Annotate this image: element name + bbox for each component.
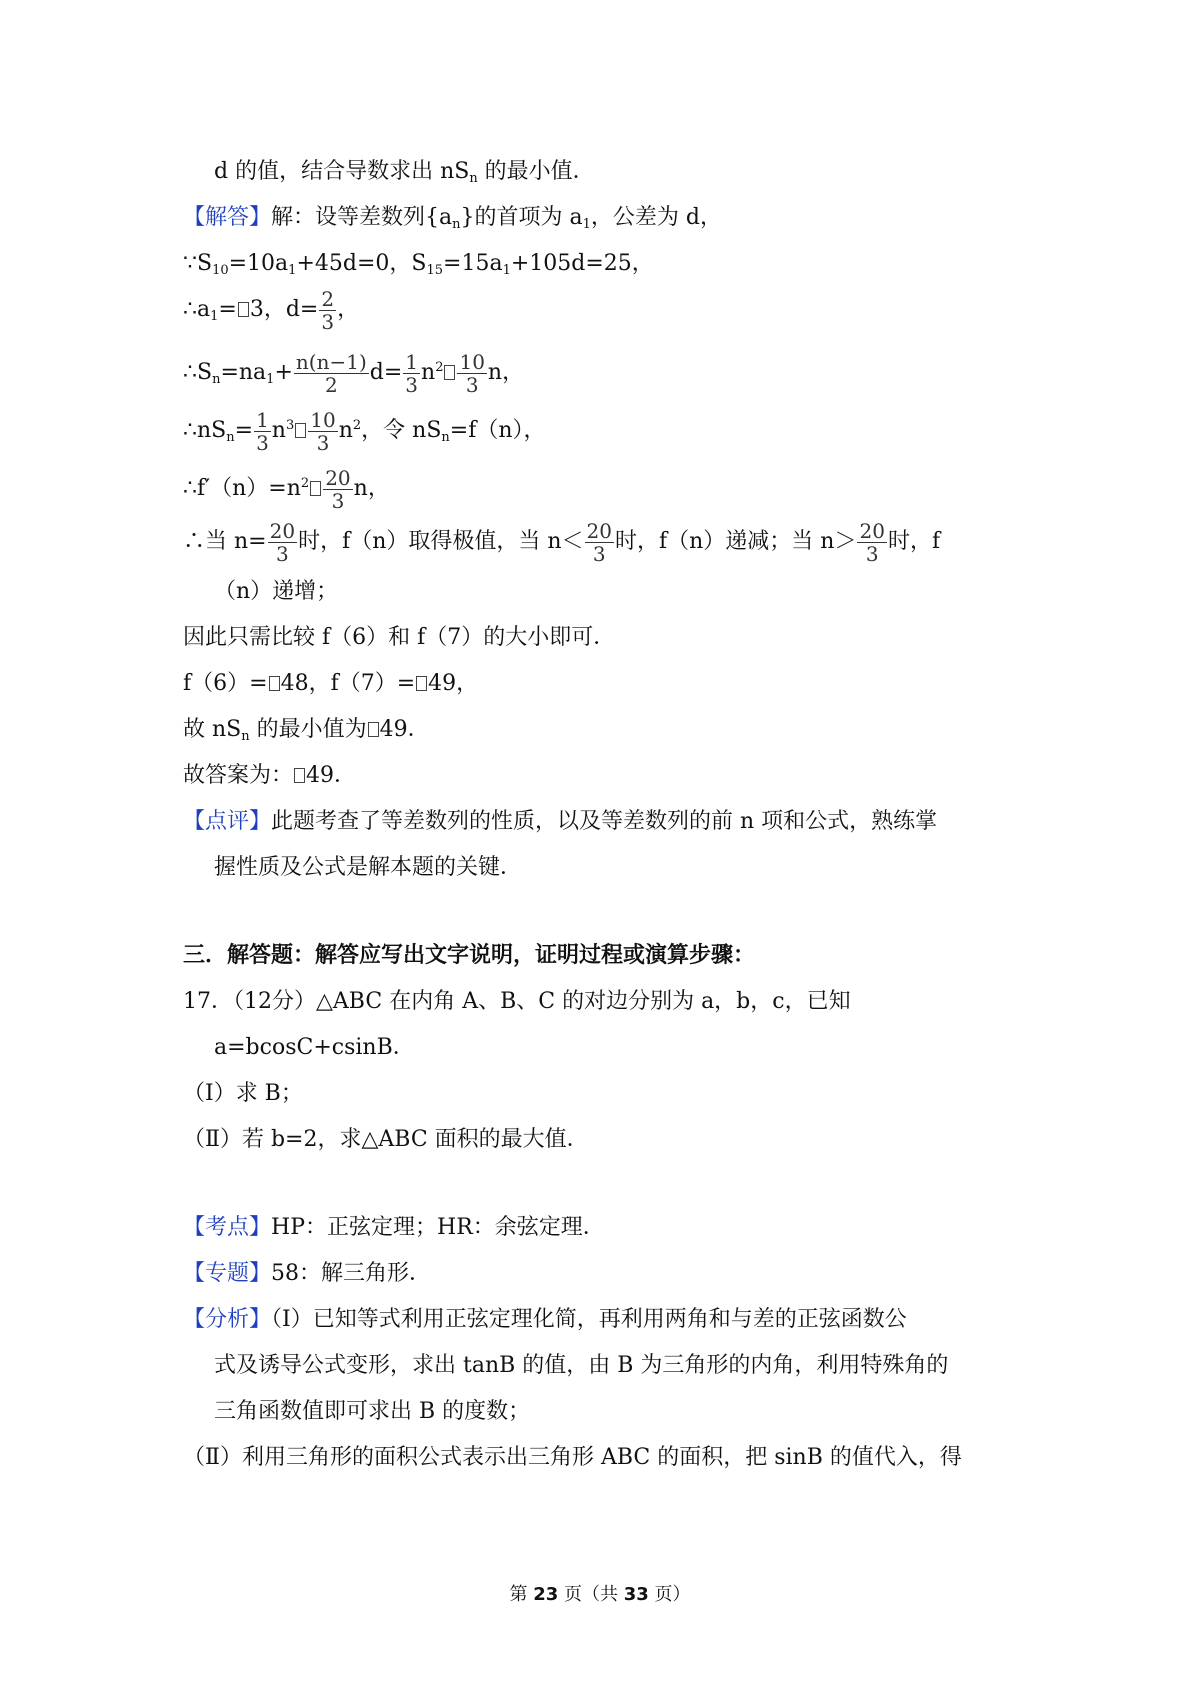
text-line: 式及诱导公式变形，求出 tanB 的值，由 B 为三角形的内角，利用特殊角的 [214, 1353, 949, 1378]
text: 时，f [887, 529, 941, 554]
text: 49， [428, 671, 479, 696]
numerator: 20 [269, 518, 296, 543]
text: + [274, 360, 293, 385]
numerator: 10 [310, 407, 336, 432]
text: 49． [379, 717, 430, 742]
fraction [308, 409, 337, 454]
missing-glyph-icon [444, 365, 455, 380]
section-heading: 三．解答题：解答应写出文字说明，证明过程或演算步骤： [183, 943, 756, 968]
text: ∴nS [183, 418, 227, 443]
text: n [421, 360, 436, 385]
page-number: 23 [533, 1584, 559, 1605]
page-footer [0, 1580, 1200, 1606]
subscript: n [452, 217, 461, 232]
text: n， [487, 360, 525, 385]
text: 的最小值为 [249, 717, 367, 742]
text-line [183, 664, 478, 704]
text: 时，f（n）递减；当 n＞ [615, 529, 857, 554]
text: =15a [443, 251, 503, 276]
text-line: （Ⅱ）若 b=2，求△ABC 面积的最大值． [183, 1127, 589, 1152]
text-line [214, 152, 595, 199]
numerator: 20 [325, 465, 351, 490]
text-line [183, 710, 430, 757]
text-line: 握性质及公式是解本题的关键． [214, 855, 523, 880]
text-line: （Ⅰ）求 B； [183, 1081, 303, 1106]
numerator: 1 [405, 349, 419, 374]
text-line: （n）递增； [214, 579, 339, 604]
denominator: 2 [324, 372, 338, 397]
denominator: 3 [865, 541, 879, 566]
missing-glyph-icon [368, 722, 379, 737]
text: =na [220, 360, 267, 385]
fraction [319, 288, 336, 333]
denominator: 3 [405, 372, 419, 397]
numerator: 20 [586, 518, 612, 543]
missing-glyph-icon [238, 302, 249, 317]
fraction [294, 351, 369, 396]
text: ，公差为 d， [590, 205, 722, 230]
superscript: 2 [300, 476, 310, 491]
subscript: 1 [210, 309, 219, 324]
text: 故 nS [183, 717, 242, 742]
subscript: 1 [502, 263, 511, 278]
text: ， [337, 297, 360, 322]
text-line [183, 756, 356, 796]
text: 时，f（n）取得极值，当 n＜ [298, 529, 584, 554]
superscript: 2 [435, 360, 444, 375]
denominator: 3 [592, 541, 606, 566]
numerator: n(n−1) [295, 349, 367, 374]
fraction [268, 520, 297, 565]
solution-tag: 【解答】 [183, 205, 272, 230]
text-line [183, 282, 359, 345]
numerator: 10 [459, 349, 485, 374]
topic-tag: 【考点】 [183, 1215, 272, 1240]
subscript: 1 [266, 372, 275, 387]
text-line: 三角函数值即可求出 B 的度数； [214, 1399, 531, 1424]
text-line: （Ⅱ）利用三角形的面积公式表示出三角形 ABC 的面积，把 sinB 的值代入，得 [183, 1445, 962, 1470]
text-line: a=bcosC+csinB． [214, 1035, 415, 1060]
numerator: 20 [859, 518, 885, 543]
category-tag: 【专题】 [183, 1261, 272, 1286]
text: 故答案为： [183, 763, 294, 788]
denominator: 3 [256, 430, 269, 455]
text: 3，d= [249, 297, 319, 322]
text: ，令 nS [361, 418, 442, 443]
denominator: 3 [321, 309, 335, 334]
text: ∵S [183, 251, 213, 276]
fraction [585, 520, 614, 565]
comment-tag: 【点评】 [183, 809, 272, 834]
fraction [457, 351, 486, 396]
text: = [218, 297, 237, 322]
missing-glyph-icon [269, 676, 280, 691]
subscript: n [469, 171, 478, 186]
solution-header [183, 198, 722, 245]
missing-glyph-icon [294, 768, 305, 783]
topic-line [183, 1208, 605, 1248]
fraction [857, 520, 886, 565]
text: = [234, 418, 254, 443]
text: 页（共 [558, 1584, 624, 1605]
subscript: 10 [212, 263, 229, 278]
subscript: 15 [426, 263, 444, 278]
text: ∴当 n= [183, 529, 267, 554]
text: }的首项为 a [460, 205, 583, 230]
text: HP：正弦定理；HR：余弦定理． [271, 1215, 605, 1240]
text: 第 [509, 1584, 534, 1605]
text: ∴a [183, 297, 211, 322]
text: 的最小值． [477, 159, 595, 184]
text: n， [353, 476, 390, 501]
text: +105d=25， [510, 251, 654, 276]
numerator: 1 [256, 407, 269, 432]
analysis-tag: 【分析】 [183, 1307, 272, 1332]
text: f（6）= [183, 671, 268, 696]
subscript: n [241, 729, 250, 744]
text: n [338, 418, 353, 443]
text: n [271, 418, 286, 443]
subscript: 1 [582, 217, 591, 232]
category-line [183, 1254, 431, 1294]
text: 49． [306, 763, 357, 788]
missing-glyph-icon [295, 423, 306, 438]
text: d 的值，结合导数求出 nS [214, 159, 470, 184]
text: ∴f′（n）=n [183, 476, 301, 501]
subscript: n [441, 430, 450, 445]
analysis-line [183, 1300, 907, 1340]
subscript: n [212, 372, 221, 387]
fraction [254, 409, 271, 454]
denominator: 3 [275, 541, 289, 566]
page-total: 33 [623, 1584, 649, 1605]
denominator: 3 [331, 488, 345, 513]
question-line: 17．（12分）△ABC 在内角 A、B、C 的对边分别为 a，b，c，已知 [183, 989, 851, 1014]
missing-glyph-icon [310, 481, 321, 496]
text: 此题考查了等差数列的性质，以及等差数列的前 n 项和公式，熟练掌 [271, 809, 938, 834]
text: =f（n）， [449, 418, 546, 443]
subscript: n [226, 430, 235, 445]
missing-glyph-icon [416, 676, 427, 691]
text: 解：设等差数列{a [271, 205, 453, 230]
fraction [403, 351, 420, 396]
text-line [183, 514, 940, 570]
subscript: 1 [288, 263, 297, 278]
text: ∴S [183, 360, 213, 385]
text: 58：解三角形． [271, 1261, 432, 1286]
superscript: 3 [285, 418, 295, 433]
numerator: 2 [321, 286, 335, 311]
text: d= [369, 360, 403, 385]
text: +45d=0，S [296, 251, 427, 276]
text: 48，f（7）= [280, 671, 416, 696]
denominator: 3 [316, 430, 330, 455]
text: （Ⅰ）已知等式利用正弦定理化简，再利用两角和与差的正弦函数公 [271, 1307, 907, 1332]
text-line: 因此只需比较 f（6）和 f（7）的大小即可． [183, 625, 616, 650]
text-line [183, 456, 390, 517]
text: 页） [648, 1584, 691, 1605]
comment-line [183, 802, 937, 842]
denominator: 3 [465, 372, 479, 397]
superscript: 2 [352, 418, 362, 433]
text: =10a [228, 251, 289, 276]
fraction [323, 467, 352, 512]
